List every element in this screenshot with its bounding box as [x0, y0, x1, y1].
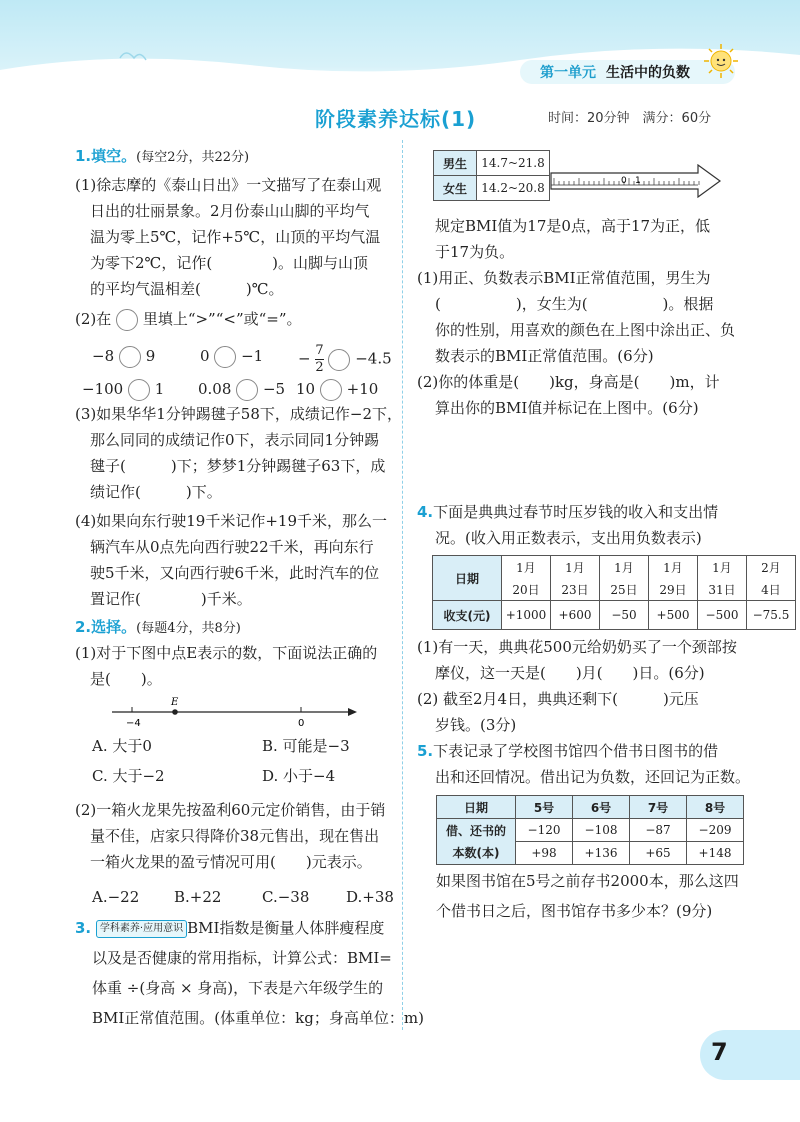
number-line	[112, 694, 357, 730]
option-c: C.−38	[262, 888, 310, 906]
compare-item: −8 9	[92, 343, 155, 369]
q3-rule: 规定BMI值为17是0点，高于17为正，低 于17为负。	[435, 217, 711, 261]
q5-question: 如果图书馆在5号之前存书2000本，那么这四 个借书日之后，图书馆存书多少本？(9分)	[436, 872, 739, 920]
q2-part1: (1)对于下图中点E表示的数，下面说法正确的 是( )。	[75, 644, 378, 688]
q3-body: 以及是否健康的常用指标，计算公式：BMI= 体重 ÷(身高 × 身高)，下表是六年级学生的 BMI正常值范围。(体重单位：kg；身高单位：m)	[92, 949, 424, 1027]
compare-item: 0.08 −5	[198, 376, 285, 402]
q3-sub2: (2)你的体重是( )kg，身高是( )m，计 算出你的BMI值并标记在上图中。(6分)	[417, 373, 720, 417]
q1-part3: (3)如果华华1分钟踢毽子58下，成绩记作−2下， 那么同同的成绩记作0下，表示同同1分钟踢 毽子( )下；梦梦1分钟踢毽子63下，成 绩记作( )下。	[75, 405, 402, 501]
blank-circle[interactable]	[214, 346, 236, 368]
time-score-info: 时间：20分钟 满分：60分	[548, 111, 712, 126]
point-e-label: E	[171, 697, 179, 708]
ruler-label-1: 1	[635, 176, 641, 186]
skill-tag: 学科素养·应用意识	[96, 920, 187, 938]
blank-circle[interactable]	[236, 379, 258, 401]
q1-part2-prompt: (2)在 里填上“>”“<”或“=”。	[75, 306, 302, 332]
option-a: A.−22	[92, 888, 140, 906]
q2-part2: (2)一箱火龙果先按盈利60元定价销售，由于销 量不佳，店家只得降价38元售出，现在售出 一箱火龙果的盈亏情况可用( )元表示。	[75, 801, 386, 871]
option-b: B.+22	[174, 888, 222, 906]
q1-part4: (4)如果向东行驶19千米记作+19千米，那么一 辆汽车从0点先向西行驶22千米，再向东行 驶5千米，又向西行驶6千米，此时汽车的位 置记作( )千米。	[75, 512, 387, 608]
sun-mascot-icon	[702, 42, 740, 80]
option-a: A. 大于0	[92, 737, 152, 755]
q1-heading: 1.填空。(每空2分，共22分)	[75, 147, 250, 165]
tick-label-0: 0	[298, 718, 305, 729]
compare-item: − $\frac{7}{2}$ −4.5	[298, 343, 392, 375]
q3-sub1: (1)用正、负数表示BMI正常值范围，男生为 ( )，女生为( )。根据 你的性别，用喜欢的颜色在上图中涂出正、负 数表示的BMI正常值范围。(6分)	[417, 269, 736, 365]
fraction: $\frac{7}{2}$	[315, 343, 324, 375]
q1-part1: (1)徐志摩的《泰山日出》一文描写了在泰山观 日出的壮丽景象。2月份泰山山脚的平均气 温为零上5℃，记作+5℃，山顶的平均气温 为零下2℃，记作( )。山脚与山顶 的平均气温相差( )℃。	[75, 176, 382, 298]
option-c: C. 大于−2	[92, 767, 165, 785]
bmi-ruler-arrow	[550, 164, 722, 198]
q4-sub1: (1)有一天，典典花500元给奶奶买了一个颈部按 摩仪，这一天是( )月( )日。(6分)	[417, 638, 737, 682]
page-title: 阶段素养达标(1)	[315, 107, 477, 131]
compare-item: 10 +10	[296, 376, 378, 402]
money-table: 日期 1月 1月 1月 1月 1月 2月 20日 23日 25日 29日 31日 4日 收支(元) +1000 +600 −50 +500 −500 −75.5	[432, 555, 796, 630]
tick-label-neg4: −4	[126, 718, 141, 729]
page-number: 7	[711, 1038, 728, 1066]
point-e	[172, 709, 178, 715]
option-b: B. 可能是−3	[262, 737, 350, 755]
blank-circle[interactable]	[128, 379, 150, 401]
blank-circle[interactable]	[119, 346, 141, 368]
unit-label: 第一单元 生活中的负数	[540, 65, 690, 81]
library-table: 日期 5号 6号 7号 8号 借、还书的 −120 −108 −87 −209 本数(本) +98 +136 +65 +148	[436, 795, 744, 865]
q3-heading: 3. 学科素养·应用意识 BMI指数是衡量人体胖瘦程度	[75, 919, 385, 937]
q4-sub2: (2) 截至2月4日，典典还剩下( )元压 岁钱。(3分)	[417, 690, 699, 734]
option-d: D. 小于−4	[262, 767, 336, 785]
compare-item: 0 −1	[200, 343, 263, 369]
bmi-range-table: 男生 14.7~21.8 女生 14.2~20.8	[433, 150, 550, 201]
q4-text: 4.下面是典典过春节时压岁钱的收入和支出情 况。(收入用正数表示，支出用负数表示)	[417, 503, 719, 547]
blank-circle[interactable]	[116, 309, 138, 331]
blank-circle[interactable]	[328, 349, 350, 371]
q2-heading: 2.选择。(每题4分，共8分)	[75, 618, 241, 636]
blank-circle[interactable]	[320, 379, 342, 401]
column-divider	[402, 140, 403, 1030]
ruler-label-0: 0	[621, 176, 627, 186]
q5-text: 5.下表记录了学校图书馆四个借书日图书的借 出和还回情况。借出记为负数，还回记为正数。	[417, 742, 751, 786]
compare-item: −100 1	[82, 376, 164, 402]
option-d: D.+38	[346, 888, 394, 906]
